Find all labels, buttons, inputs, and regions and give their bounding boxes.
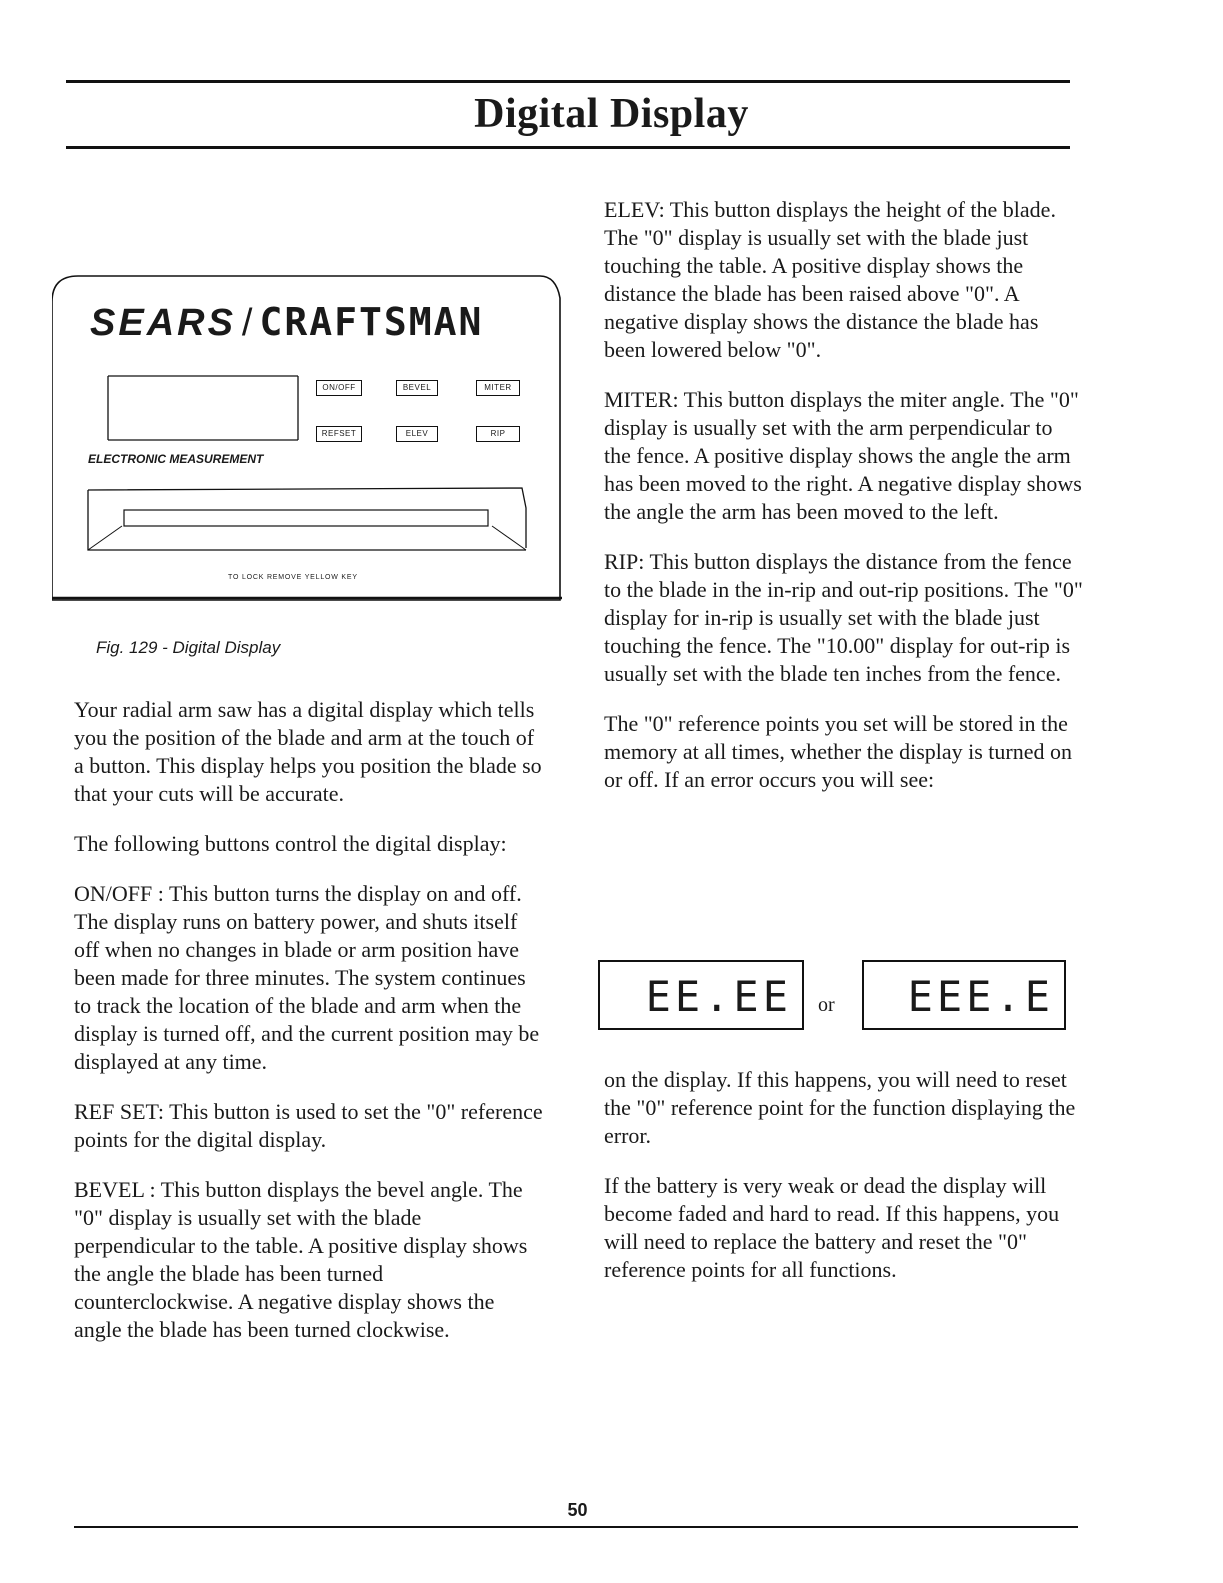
lock-instruction-label: TO LOCK REMOVE YELLOW KEY [228, 574, 358, 581]
error-display-connector: or [818, 994, 835, 1016]
paragraph-rip: RIP: This button displays the distance from the fence to the blade in the in-rip and out-rip positions. The "0" display for in-rip is usually set with the blade just touching the fence. The "10.00" display for out-rip is usually set with the blade ten inches from the fence. [604, 549, 1083, 686]
brand-sears: SEARS [90, 302, 236, 344]
footer-rule [74, 1526, 1078, 1528]
page-title: Digital Display [474, 91, 749, 137]
error-display-2: EEE.E [862, 960, 1066, 1030]
brand-logo [90, 300, 483, 345]
paragraph-miter: MITER: This button displays the miter angle. The "0" display is usually set with the arm perpendicular to the fence. A positive display shows the angle the arm has been moved to the right. A negative display shows the angle the arm has been moved to the left. [604, 387, 1082, 524]
paragraph-bevel: BEVEL : This button displays the bevel angle. The "0" display is usually set with the blade perpendicular to the table. A positive display shows the angle the blade has been turned counterclockwise. A negative display shows the angle the blade has been turned clockwise. [74, 1177, 528, 1342]
header-rule-top [66, 80, 1070, 83]
header-rule-bottom [66, 146, 1070, 149]
left-column [74, 696, 544, 1366]
panel-button-on-off: ON/OFF [316, 380, 362, 396]
panel-button-ref-set: REFSET [316, 426, 362, 442]
paragraph-buttons-intro: The following buttons control the digital display: [74, 831, 507, 856]
paragraph-elev: ELEV: This button displays the height of the blade. The "0" display is usually set with the blade just touching the table. A positive display shows the distance the blade has been raised above "0". A negative display shows the distance the blade has been lowered below "0". [604, 197, 1056, 362]
page-number: 50 [567, 1500, 588, 1520]
paragraph-on-off: ON/OFF : This button turns the display on and off. The display runs on battery power, and shuts itself off when no changes in blade or arm position have been made for three minutes. The system continues to track the location of the blade and arm when the display is turned off, and the current position may be displayed at any time. [74, 881, 540, 1074]
panel-button-bevel: BEVEL [396, 380, 438, 396]
paragraph-battery: If the battery is very weak or dead the display will become faded and hard to read. If this happens, you will need to replace the battery and reset the "0" reference points for all functions. [604, 1173, 1060, 1282]
panel-button-miter: MITER [476, 380, 520, 396]
brand-craftsman: CRAFTSMAN [259, 300, 484, 344]
paragraph-ref-set: REF SET: This button is used to set the "0" reference points for the digital display. [74, 1099, 543, 1152]
figure-caption: Fig. 129 - Digital Display [96, 638, 281, 657]
error-display-1: EE.EE [598, 960, 804, 1030]
electronic-measurement-label: ELECTRONIC MEASUREMENT [88, 452, 264, 466]
panel-button-elev: ELEV [396, 426, 438, 442]
panel-button-rip: RIP [476, 426, 520, 442]
brand-separator: / [241, 302, 254, 344]
paragraph-intro: Your radial arm saw has a digital display which tells you the position of the blade and arm at the touch of a button. This display helps you position the blade so that your cuts will be accurate. [74, 697, 542, 806]
paragraph-reference-memory: The "0" reference points you set will be stored in the memory at all times, whether the display is turned on or off. If an error occurs you will see: [604, 711, 1073, 792]
right-column-top [604, 196, 1084, 816]
digital-display-figure [52, 272, 564, 602]
paragraph-error-reset: on the display. If this happens, you will need to reset the "0" reference point for the function displaying the error. [604, 1067, 1076, 1148]
right-column-bottom [604, 1066, 1084, 1306]
